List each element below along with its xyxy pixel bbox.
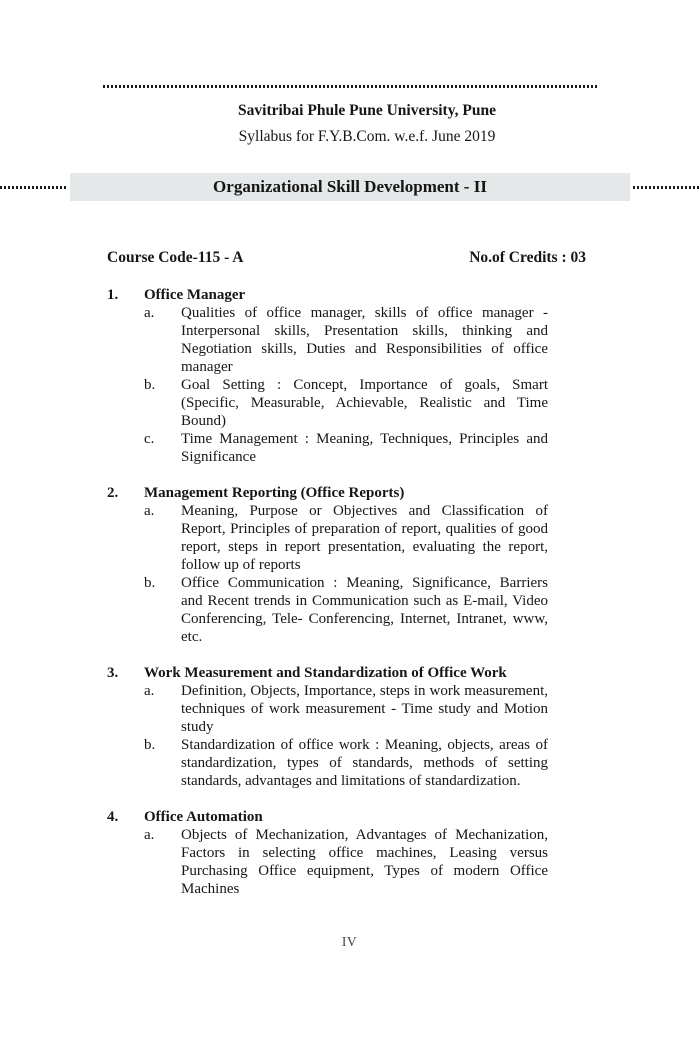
item-text: Meaning, Purpose or Objectives and Classification of Report, Principles of preparation of report, qualities of good report, steps in report presentation, evaluating the report, follow up of reports (181, 503, 548, 573)
item-label: c. (144, 431, 155, 447)
page-number: IV (341, 934, 358, 949)
syllabus-item (144, 736, 548, 790)
section-number: 3. (107, 665, 119, 681)
section-number: 2. (107, 485, 119, 501)
banner-dotted-rule-right (633, 186, 699, 189)
section-heading (107, 664, 548, 682)
syllabus-item (144, 502, 548, 574)
syllabus-item (144, 682, 548, 736)
section-title: Office Manager (144, 287, 246, 303)
item-text: Standardization of office work : Meaning, objects, areas of standardization, types of standards, methods of setting standards, advantages and limitations of standardization. (181, 737, 548, 789)
syllabus-subtitle: Syllabus for F.Y.B.Com. w.e.f. June 2019 (238, 128, 496, 145)
item-text: Definition, Objects, Importance, steps in work measurement, techniques of work measurement - Time study and Motion study (181, 683, 548, 735)
course-banner-title: Organizational Skill Development - II (213, 177, 487, 196)
item-text: Office Communication : Meaning, Significance, Barriers and Recent trends in Communication such as E-mail, Video Conferencing, Tele- Conferencing, Internet, Intranet, www, etc. (181, 575, 548, 645)
section-work-measurement (107, 664, 548, 790)
syllabus-item (144, 376, 548, 430)
item-text: Objects of Mechanization, Advantages of Mechanization, Factors in selecting office machines, Leasing versus Purchasing Office equipment, Types of modern Office Machines (181, 827, 548, 897)
item-label: a. (144, 683, 155, 699)
section-title: Management Reporting (Office Reports) (144, 485, 405, 501)
item-label: b. (144, 575, 156, 591)
banner-dotted-rule-left (0, 186, 66, 189)
syllabus-item (144, 304, 548, 376)
syllabus-item (144, 574, 548, 646)
item-label: b. (144, 737, 156, 753)
section-title: Office Automation (144, 809, 263, 825)
top-dotted-rule (103, 85, 597, 88)
syllabus-item (144, 826, 548, 898)
section-heading (107, 484, 548, 502)
course-info-row (107, 249, 586, 267)
item-label: b. (144, 377, 156, 393)
section-number: 1. (107, 287, 119, 303)
section-number: 4. (107, 809, 119, 825)
university-title: Savitribai Phule Pune University, Pune (238, 102, 496, 119)
section-title: Work Measurement and Standardization of Office Work (144, 665, 507, 681)
section-office-automation (107, 808, 548, 898)
item-text: Goal Setting : Concept, Importance of goals, Smart (Specific, Measurable, Achievable, Realistic and Time Bound) (181, 377, 548, 429)
item-text: Qualities of office manager, skills of office manager - Interpersonal skills, Presentation skills, thinking and Negotiation skills, Duties and Responsibilities of office manager (181, 305, 548, 375)
credits-label: No.of Credits : 03 (469, 249, 586, 266)
section-heading (107, 808, 548, 826)
item-label: a. (144, 827, 155, 843)
document-header (107, 101, 627, 146)
syllabus-sections (107, 286, 548, 898)
item-text: Time Management : Meaning, Techniques, Principles and Significance (181, 431, 548, 465)
course-banner (70, 173, 630, 201)
syllabus-item (144, 430, 548, 466)
section-heading (107, 286, 548, 304)
section-management-reporting (107, 484, 548, 646)
section-office-manager (107, 286, 548, 466)
item-label: a. (144, 503, 155, 519)
item-label: a. (144, 305, 155, 321)
course-code: Course Code-115 - A (107, 249, 244, 266)
